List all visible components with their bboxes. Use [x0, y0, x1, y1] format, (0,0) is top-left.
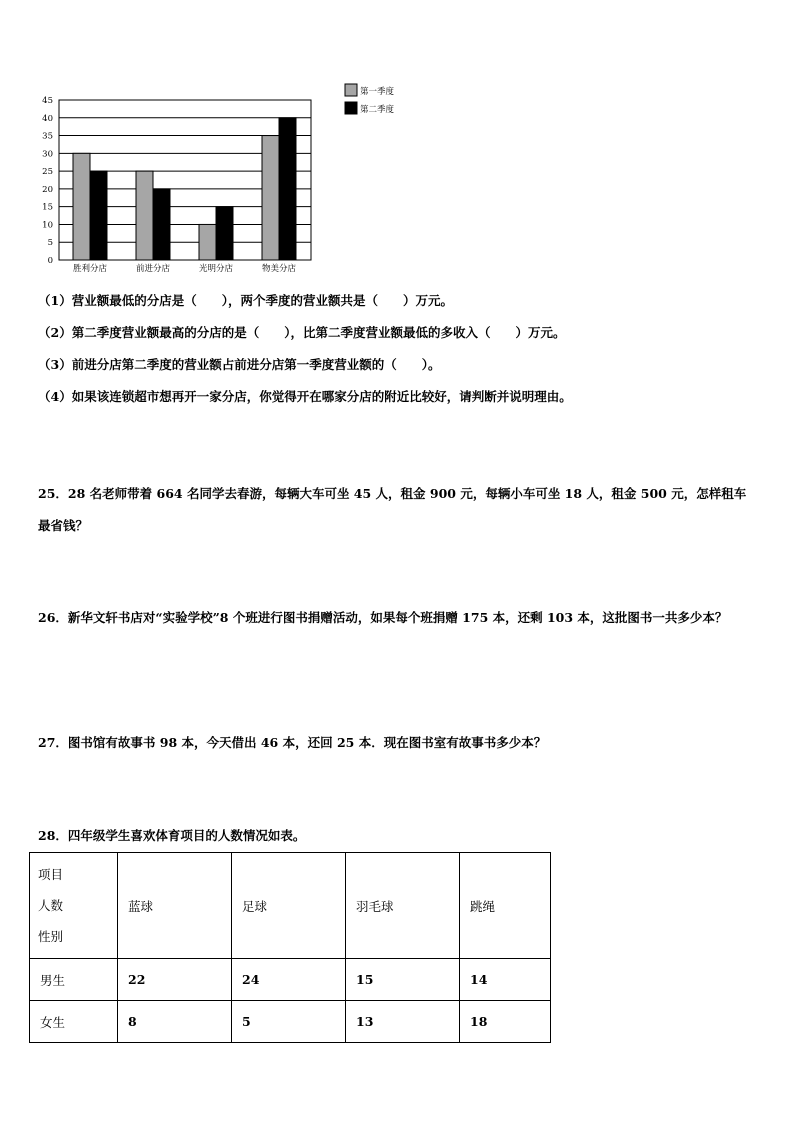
bar	[153, 189, 170, 260]
table-cell: 8	[118, 1001, 232, 1043]
question-28-title: 28．四年级学生喜欢体育项目的人数情况如表。	[38, 828, 306, 843]
table-cell: 14	[460, 959, 551, 1001]
table-cell: 13	[346, 1001, 460, 1043]
legend-label: 第二季度	[360, 105, 395, 115]
bar	[136, 171, 153, 260]
y-tick-label: 10	[42, 220, 53, 231]
question-27: 27．图书馆有故事书 98 本，今天借出 46 本，还回 25 本．现在图书室有故事书多少本？	[38, 735, 547, 750]
column-header: 跳绳	[460, 853, 551, 959]
column-header: 蓝球	[118, 853, 232, 959]
y-tick-label: 35	[42, 131, 53, 142]
q24-part4: （4）如果该连锁超市想再开一家分店，你觉得开在哪家分店的附近比较好，请判断并说明理由。	[38, 389, 572, 404]
table-row	[30, 959, 551, 1001]
y-tick-label: 0	[47, 256, 53, 266]
y-tick-label: 20	[42, 184, 53, 195]
row-label: 女生	[30, 1001, 118, 1043]
q24-part3: （3）前进分店第二季度的营业额占前进分店第一季度营业额的（ ）。	[38, 357, 441, 372]
y-tick-label: 40	[42, 113, 53, 124]
header-corner: 项目 人数 性别	[30, 853, 118, 959]
question-25: 25．28 名老师带着 664 名同学去春游，每辆大车可坐 45 人，租金 900 元，每辆小车可坐 18 人，租金 500 元，怎样租车最省钱？	[38, 486, 747, 533]
table-cell: 18	[460, 1001, 551, 1043]
x-tick-label: 物美分店	[261, 264, 297, 274]
legend-swatch	[345, 84, 357, 96]
x-tick-label: 胜利分店	[72, 264, 108, 274]
bar	[262, 136, 279, 260]
q24-part2: （2）第二季度营业额最高的分店的是（ ），比第二季度营业额最低的多收入（ ）万元。	[38, 325, 566, 340]
bar	[90, 171, 107, 260]
table-cell: 24	[232, 959, 346, 1001]
column-header: 羽毛球	[346, 853, 460, 959]
table-cell: 5	[232, 1001, 346, 1043]
bar	[73, 153, 90, 260]
y-tick-label: 15	[42, 202, 53, 213]
table-cell: 15	[346, 959, 460, 1001]
x-tick-label: 前进分店	[135, 264, 171, 274]
bar	[216, 207, 233, 260]
table-cell: 22	[118, 959, 232, 1001]
y-tick-label: 5	[47, 238, 53, 249]
row-label: 男生	[30, 959, 118, 1001]
legend-label: 第一季度	[360, 87, 395, 97]
bar	[279, 118, 296, 260]
question-26: 26．新华文轩书店对“实验学校”8 个班进行图书捐赠活动，如果每个班捐赠 175 本，还剩 103 本，这批图书一共多少本？	[38, 610, 728, 625]
q24-part1: （1）营业额最低的分店是（ ），两个季度的营业额共是（ ）万元。	[38, 293, 453, 308]
y-tick-label: 30	[42, 149, 53, 160]
y-tick-label: 45	[42, 96, 53, 106]
legend-swatch	[345, 102, 357, 114]
bar	[199, 224, 216, 260]
bar-chart	[0, 0, 420, 280]
column-header: 足球	[232, 853, 346, 959]
table-row	[30, 1001, 551, 1043]
x-tick-label: 光明分店	[198, 264, 234, 274]
y-tick-label: 25	[42, 167, 53, 178]
sports-table	[29, 852, 551, 1043]
